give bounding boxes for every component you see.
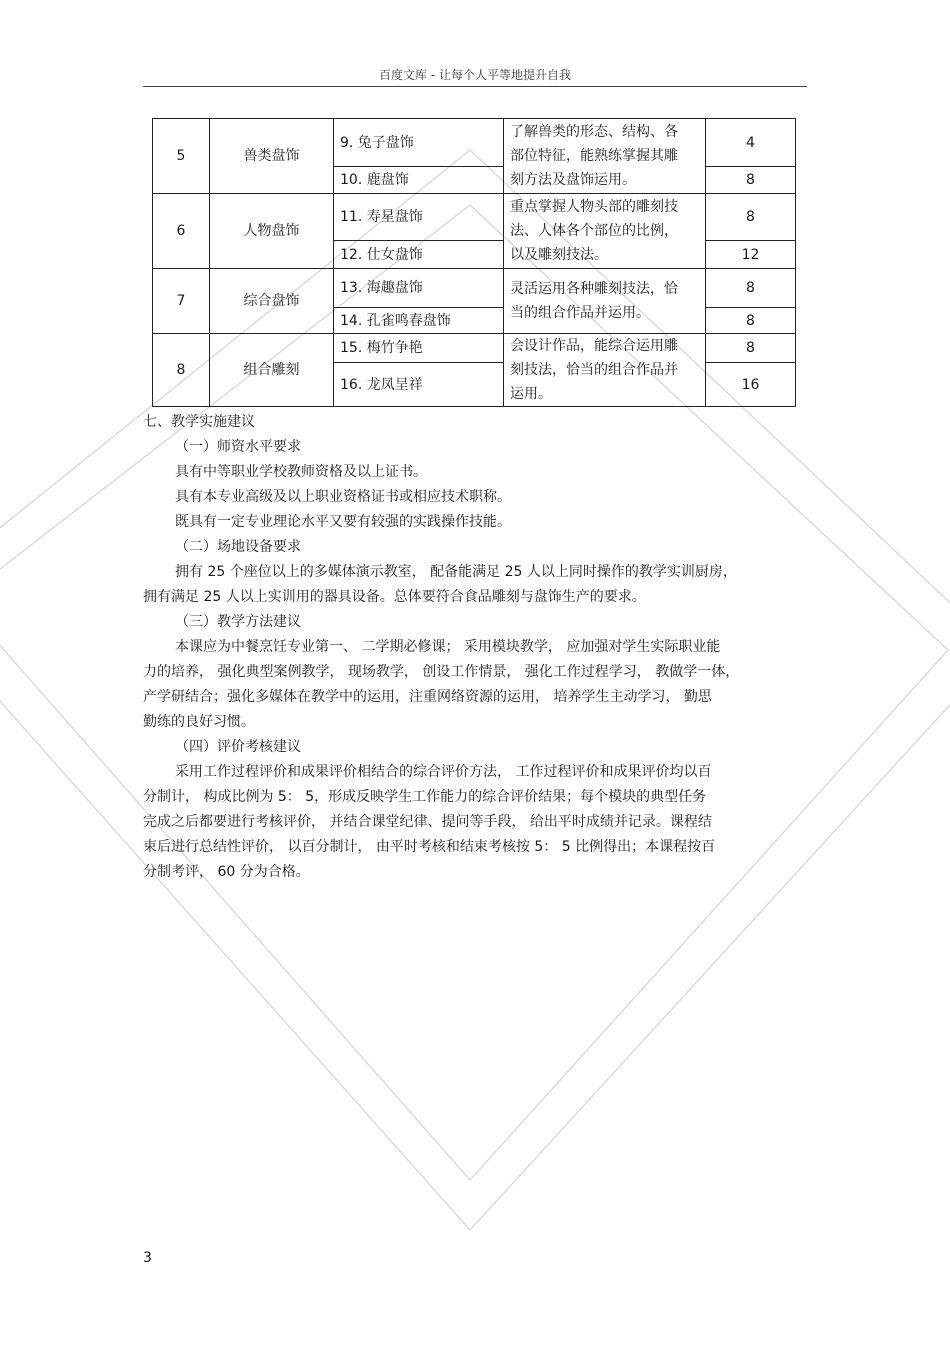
table-row [153,194,796,241]
paragraph-line: 勤练的良好习惯。 [143,714,255,730]
subsection-heading-facilities: （二）场地设备要求 [175,539,301,555]
module-name: 人物盘饰 [210,194,334,269]
module-name: 兽类盘饰 [210,119,334,194]
paragraph-line: 采用工作过程评价和成果评价相结合的综合评价方法， 工作过程评价和成果评价均以百 [175,764,712,780]
task-name: 9. 兔子盘饰 [334,119,504,167]
paragraph: 既具有一定专业理论水平又要有较强的实践操作技能。 [175,514,511,530]
header-rule [143,86,807,87]
subsection-heading-assessment: （四）评价考核建议 [175,739,301,755]
task-name: 11. 寿星盘饰 [334,194,504,241]
paragraph-line: 本课应为中餐烹饪专业第一、 二学期必修课； 采用模块教学， 应加强对学生实际职业能 [175,639,721,655]
module-goal-text: 会设计作品，能综合运用雕刻技法，恰当的组合作品并运用。 [510,338,678,402]
module-goal-text: 了解兽类的形态、结构、各部位特征，能熟练掌握其雕刻方法及盘饰运用。 [510,124,678,188]
task-hours: 16 [706,363,796,407]
module-goal [504,119,706,194]
module-number: 7 [153,269,210,334]
module-name: 组合雕刻 [210,334,334,407]
table-row [153,119,796,167]
table-row [153,334,796,363]
task-hours: 8 [706,167,796,194]
task-name: 10. 鹿盘饰 [334,167,504,194]
task-hours: 8 [706,334,796,363]
subsection-heading-methods: （三）教学方法建议 [175,614,301,630]
task-hours: 8 [706,194,796,241]
course-module-table [152,118,796,407]
task-name: 15. 梅竹争艳 [334,334,504,363]
module-goal [504,334,706,407]
paragraph-line: 产学研结合；强化多媒体在教学中的运用，注重网络资源的运用， 培养学生主动学习， 勤思 [143,689,712,705]
module-goal [504,269,706,334]
task-hours: 12 [706,241,796,269]
paragraph: 具有本专业高级及以上职业资格证书或相应技术职称。 [175,489,511,505]
paragraph-line: 完成之后都要进行考核评价， 并结合课堂纪律、提问等手段， 给出平时成绩并记录。课程结 [143,814,712,830]
paragraph-line: 分制考评， 60 分为合格。 [143,864,310,880]
table-row [153,269,796,308]
module-number: 6 [153,194,210,269]
page-number: 3 [143,1250,152,1266]
section-heading: 七、教学实施建议 [143,414,255,430]
paragraph-line: 拥有满足 25 人以上实训用的器具设备。总体要符合食品雕刻与盘饰生产的要求。 [143,589,646,605]
module-goal-text: 灵活运用各种雕刻技法，恰当的组合作品并运用。 [510,281,678,321]
module-number: 5 [153,119,210,194]
task-name: 14. 孔雀鸣春盘饰 [334,308,504,334]
task-name: 13. 海趣盘饰 [334,269,504,308]
paragraph-line: 分制计， 构成比例为 5： 5，形成反映学生工作能力的综合评价结果；每个模块的典型任务 [143,789,707,805]
module-number: 8 [153,334,210,407]
task-hours: 8 [706,308,796,334]
paragraph-line: 束后进行总结性评价， 以百分制计， 由平时考核和结束考核按 5： 5 比例得出；本课程按百 [143,839,716,855]
teaching-suggestions-section [143,410,807,885]
task-name: 16. 龙凤呈祥 [334,363,504,407]
paragraph-line: 力的培养， 强化典型案例教学， 现场教学， 创设工作情景， 强化工作过程学习， 教做学一体， [143,664,740,680]
paragraph-line: 拥有 25 个座位以上的多媒体演示教室， 配备能满足 25 人以上同时操作的教学实训厨房， [175,564,737,580]
subsection-heading-faculty: （一）师资水平要求 [175,439,301,455]
module-name: 综合盘饰 [210,269,334,334]
module-goal [504,194,706,269]
task-hours: 4 [706,119,796,167]
module-goal-text: 重点掌握人物头部的雕刻技法、人体各个部位的比例，以及雕刻技法。 [510,199,678,263]
page-header: 百度文库 - 让每个人平等地提升自我 [379,68,571,82]
task-hours: 8 [706,269,796,308]
paragraph: 具有中等职业学校教师资格及以上证书。 [175,464,427,480]
task-name: 12. 仕女盘饰 [334,241,504,269]
